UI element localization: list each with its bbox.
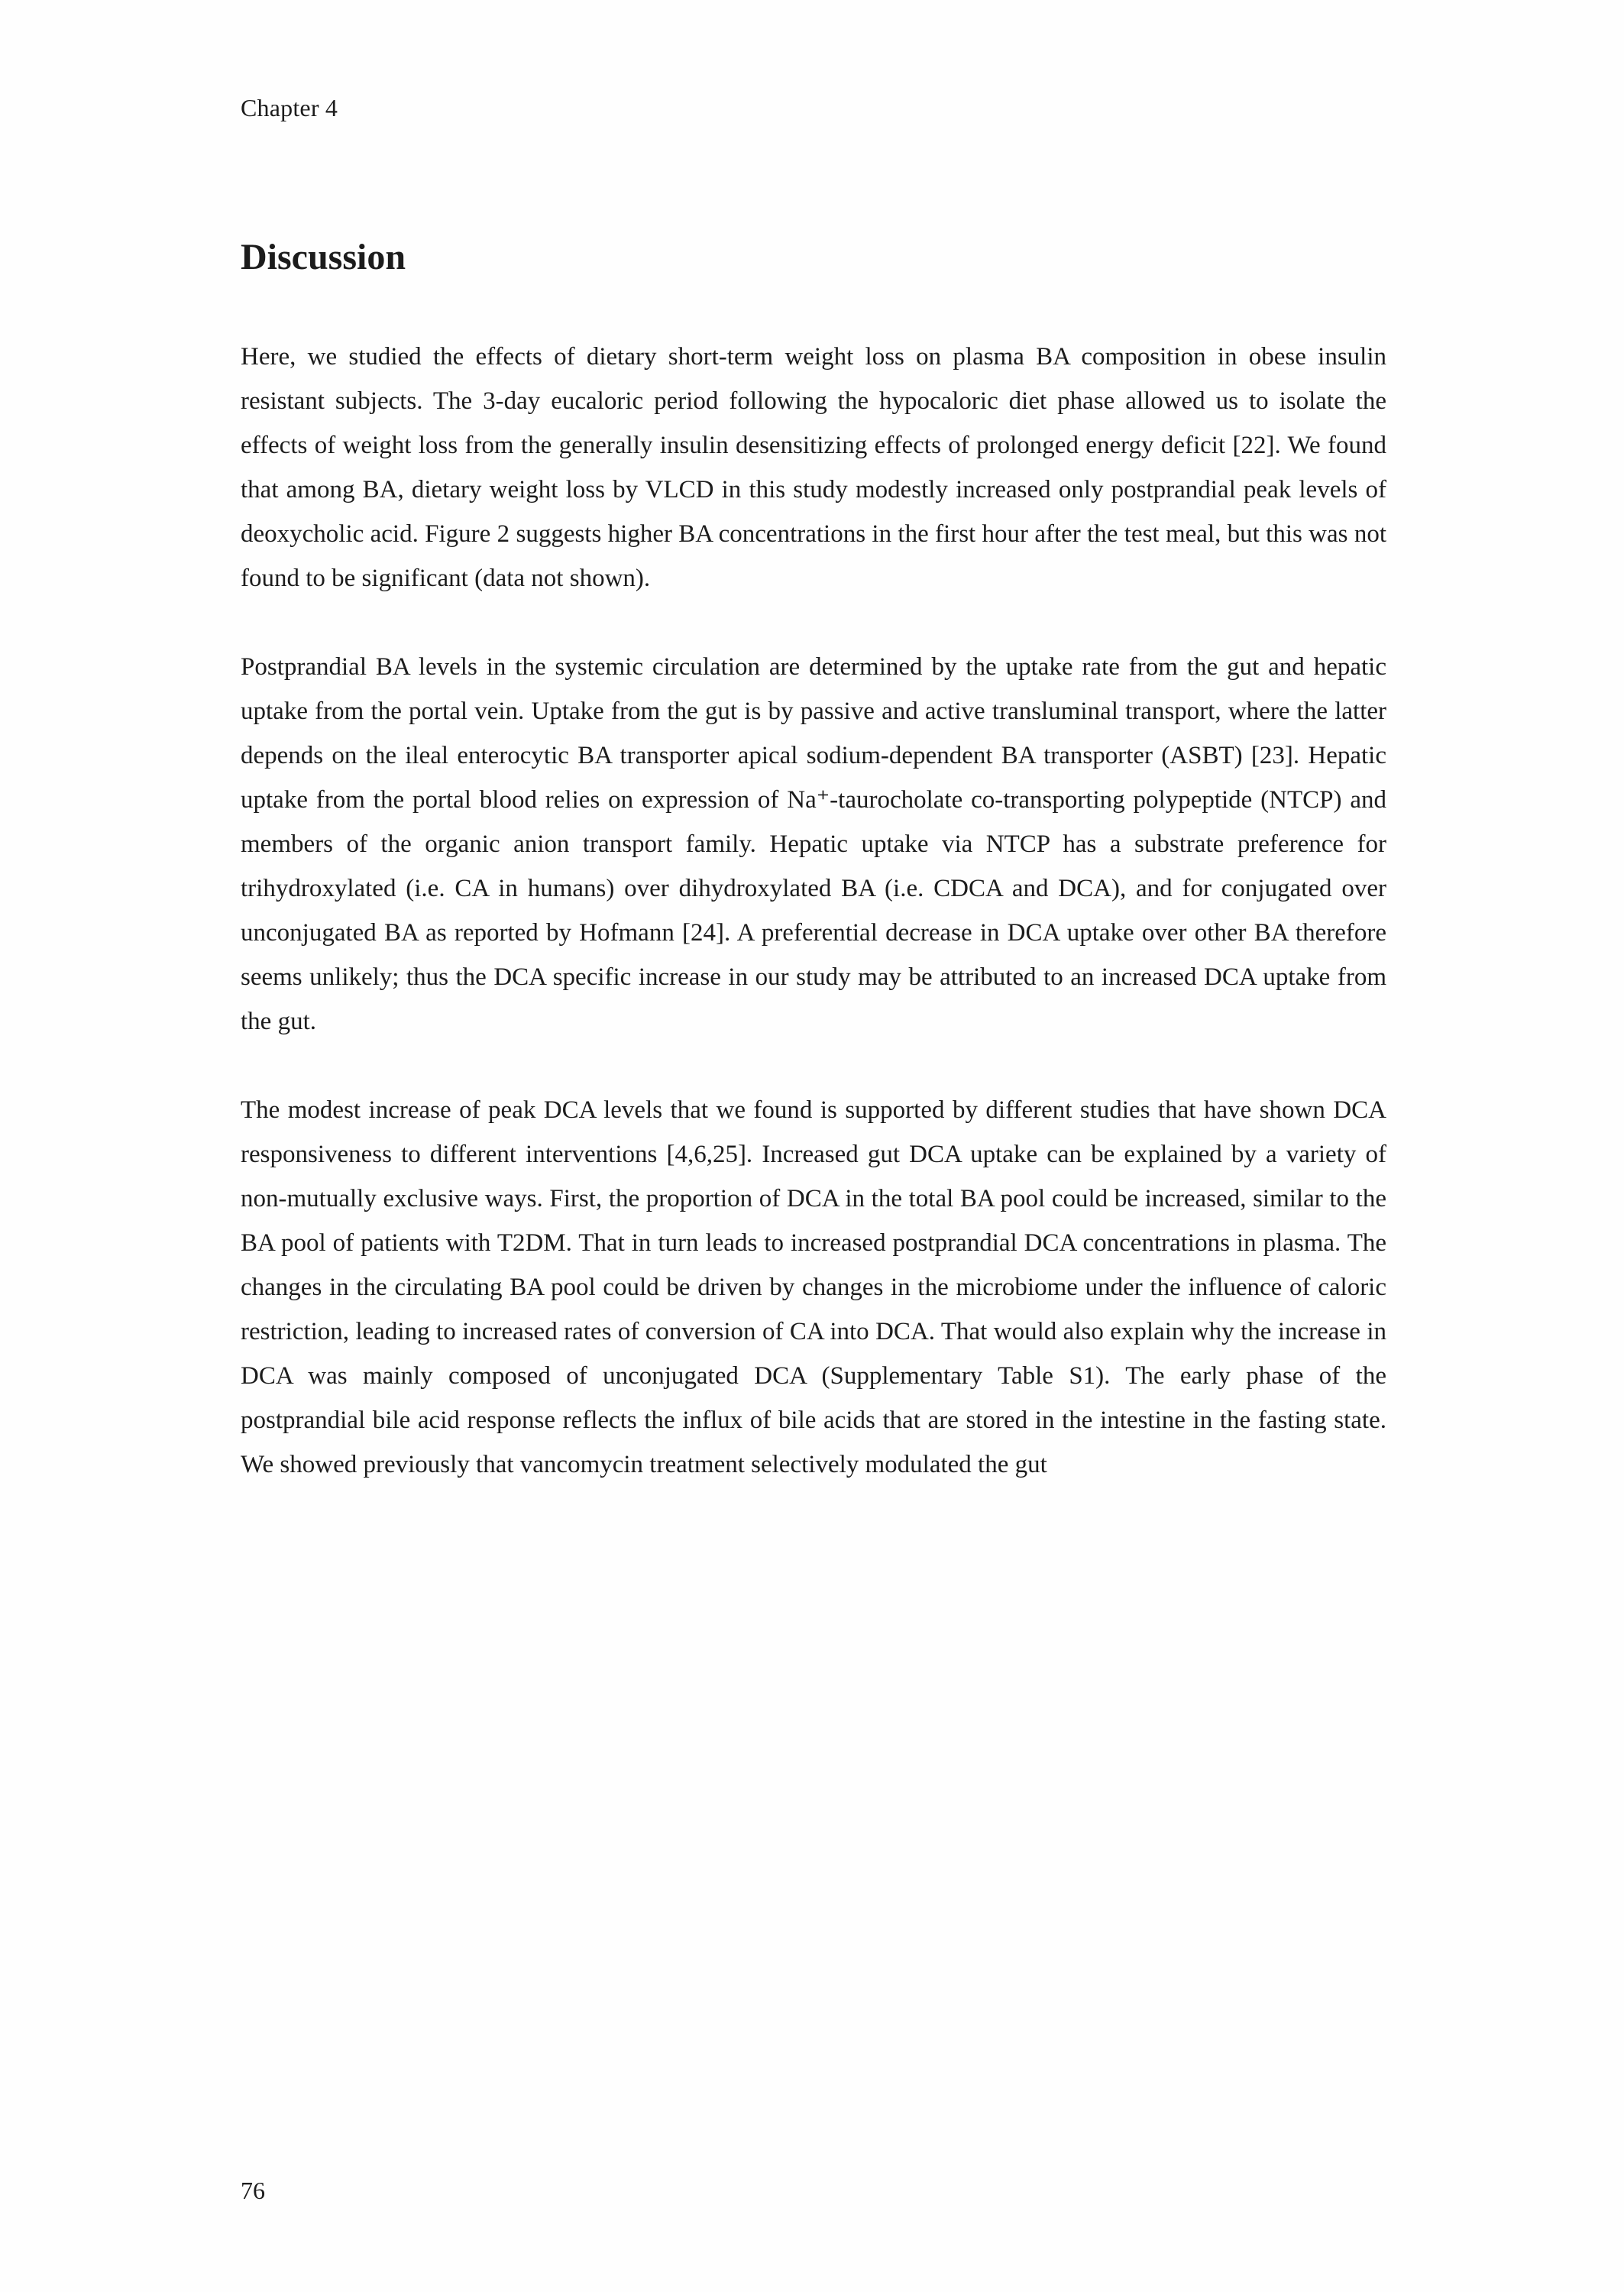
paragraph: Here, we studied the effects of dietary short-term weight loss on plasma BA composition in obese insulin resistant subjects. The 3-day eucaloric period following the hypocaloric diet phase allowed us to isolate the effects of weight loss from the generally insulin desensitizing effects of prolonged energy deficit [22]. We found that among BA, dietary weight loss by VLCD in this study modestly increased only postprandial peak levels of deoxycholic acid. Figure 2 suggests higher BA concentrations in the first hour after the test meal, but this was not found to be significant (data not shown).: [241, 343, 1386, 592]
section-title: Discussion: [241, 237, 406, 277]
body-text: [241, 335, 1386, 1531]
paragraph: Postprandial BA levels in the systemic circulation are determined by the uptake rate from the gut and hepatic uptake from the portal vein. Uptake from the gut is by passive and active transluminal transport, where the latter depends on the ileal enterocytic BA transporter apical sodium-dependent BA transporter (ASBT) [23]. Hepatic uptake from the portal blood relies on expression of Na⁺-taurocholate co-transporting polypeptide (NTCP) and members of the organic anion transport family. Hepatic uptake via NTCP has a substrate preference for trihydroxylated (i.e. CA in humans) over dihydroxylated BA (i.e. CDCA and DCA), and for conjugated over unconjugated BA as reported by Hofmann [24]. A preferential decrease in DCA uptake over other BA therefore seems unlikely; thus the DCA specific increase in our study may be attributed to an increased DCA uptake from the gut.: [241, 653, 1386, 1035]
paragraph: The modest increase of peak DCA levels that we found is supported by different studies that have shown DCA responsiveness to different interventions [4,6,25]. Increased gut DCA uptake can be explained by a variety of non-mutually exclusive ways. First, the proportion of DCA in the total BA pool could be increased, similar to the BA pool of patients with T2DM. That in turn leads to increased postprandial DCA concentrations in plasma. The changes in the circulating BA pool could be driven by changes in the microbiome under the influence of caloric restriction, leading to increased rates of conversion of CA into DCA. That would also explain why the increase in DCA was mainly composed of unconjugated DCA (Supplementary Table S1). The early phase of the postprandial bile acid response reflects the influx of bile acids that are stored in the intestine in the fasting state. We showed previously that vancomycin treatment selectively modulated the gut: [241, 1096, 1386, 1478]
chapter-header: Chapter 4: [241, 94, 338, 121]
page-number: 76: [241, 2177, 265, 2204]
